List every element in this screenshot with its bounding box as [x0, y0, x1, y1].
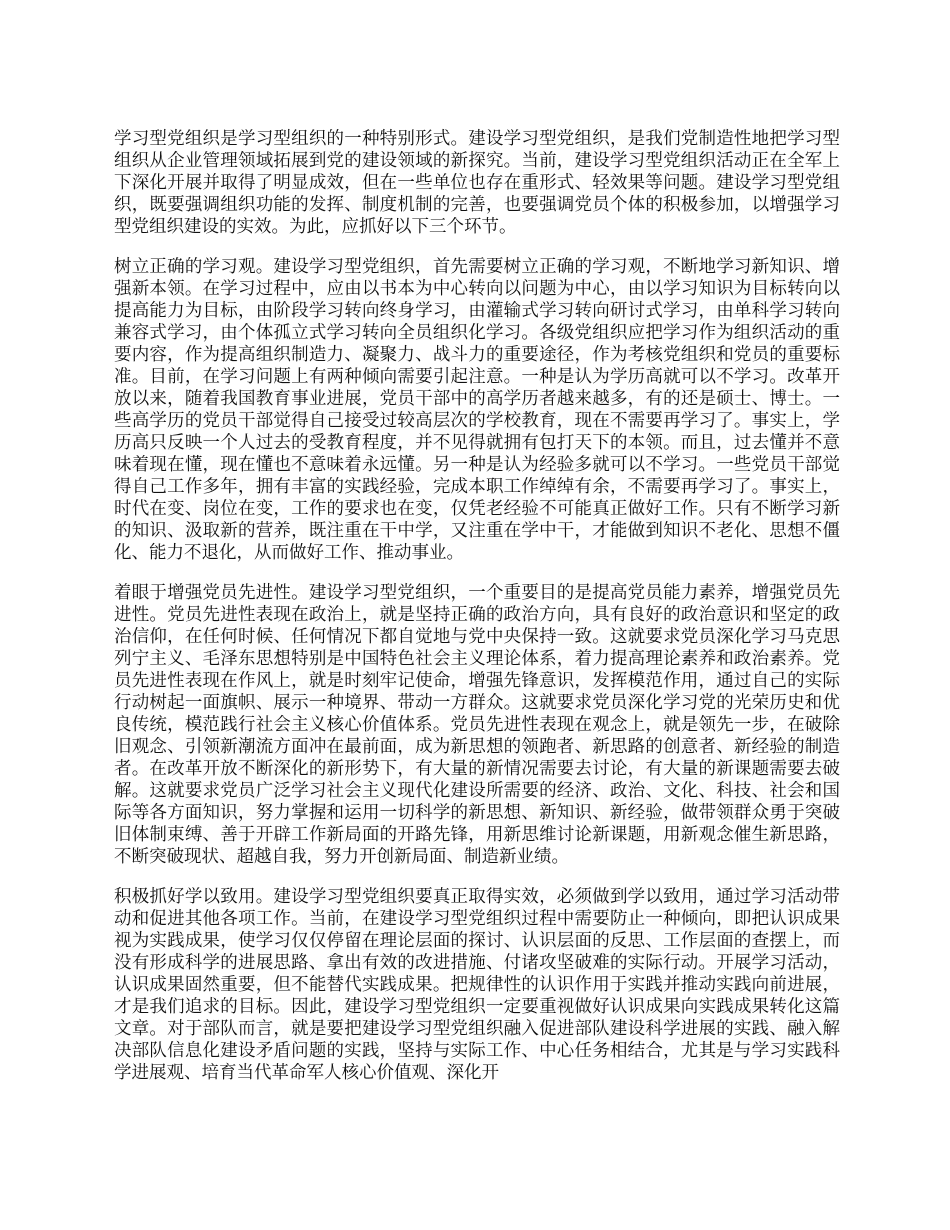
document-body: [114, 128, 840, 1102]
paragraph-intro: 学习型党组织是学习型组织的一种特别形式。建设学习型党组织，是我们党制造性地把学习型组织从企业管理领域拓展到党的建设领域的新探究。当前，建设学习型党组织活动正在全军上下深化开展并取得了明显成效，但在一些单位也存在重形式、轻效果等问题。建设学习型党组织，既要强调组织功能的发挥、制度机制的完善，也要强调党员个体的积极参加，以增强学习型党组织建设的实效。为此，应抓好以下三个环节。: [114, 129, 840, 237]
paragraph-party-advancement: 着眼于增强党员先进性。建设学习型党组织，一个重要目的是提高党员能力素养，增强党员先进性。党员先进性表现在政治上，就是坚持正确的政治方向，具有良好的政治意识和坚定的政治信仰，在任何时候、任何情况下都自觉地与党中央保持一致。这就要求党员深化学习马克思列宁主义、毛泽东思想特别是中国特色社会主义理论体系，着力提高理论素养和政治素养。党员先进性表现在作风上，就是时刻牢记使命，增强先锋意识，发挥模范作用，通过自己的实际行动树起一面旗帜、展示一种境界、带动一方群众。这就要求党员深化学习党的光荣历史和优良传统，模范践行社会主义核心价值体系。党员先进性表现在观念上，就是领先一步，在破除旧观念、引领新潮流方面冲在最前面，成为新思想的领跑者、新思路的创意者、新经验的制造者。在改革开放不断深化的新形势下，有大量的新情况需要去讨论，有大量的新课题需要去破解。这就要求党员广泛学习社会主义现代化建设所需要的经济、政治、文化、科技、社会和国际等各方面知识，努力掌握和运用一切科学的新思想、新知识、新经验，做带领群众勇于突破旧体制束缚、善于开辟工作新局面的开路先锋，用新思维讨论新课题，用新观念催生新思路，不断突破现状、超越自我，努力开创新局面、制造新业绩。: [114, 583, 840, 867]
paragraph-learning-view: 树立正确的学习观。建设学习型党组织，首先需要树立正确的学习观，不断地学习新知识、增强新本领。在学习过程中，应由以书本为中心转向以问题为中心，由以学习知识为目标转向以提高能力为目标，由阶段学习转向终身学习，由灌输式学习转向研讨式学习，由单科学习转向兼容式学习，由个体孤立式学习转向全员组织化学习。各级党组织应把学习作为组织活动的重要内容，作为提高组织制造力、凝聚力、战斗力的重要途径，作为考核党组织和党员的重要标准。目前，在学习问题上有两种倾向需要引起注意。一种是认为学历高就可以不学习。改革开放以来，随着我国教育事业进展，党员干部中的高学历者越来越多，有的还是硕士、博士。一些高学历的党员干部觉得自己接受过较高层次的学校教育，现在不需要再学习了。事实上，学历高只反映一个人过去的受教育程度，并不见得就拥有包打天下的本领。而且，过去懂并不意味着现在懂，现在懂也不意味着永远懂。另一种是认为经验多就可以不学习。一些党员干部觉得自己工作多年，拥有丰富的实践经验，完成本职工作绰绰有余，不需要再学习了。事实上，时代在变、岗位在变，工作的要求也在变，仅凭老经验不可能真正做好工作。只有不断学习新的知识、汲取新的营养，既注重在干中学，又注重在学中干，才能做到知识不老化、思想不僵化、能力不退化，从而做好工作、推动事业。: [114, 257, 840, 563]
paragraph-apply-learning: 积极抓好学以致用。建设学习型党组织要真正取得实效，必须做到学以致用，通过学习活动带动和促进其他各项工作。当前，在建设学习型党组织过程中需要防止一种倾向，即把认识成果视为实践成果，使学习仅仅停留在理论层面的探讨、认识层面的反思、工作层面的查摆上，而没有形成科学的进展思路、拿出有效的改进措施、付诸攻坚破难的实际行动。开展学习活动，认识成果固然重要，但不能替代实践成果。把规律性的认识作用于实践并推动实践向前进展，才是我们追求的目标。因此，建设学习型党组织一定要重视做好认识成果向实践成果转化这篇文章。对于部队而言，就是要把建设学习型党组织融入促进部队建设科学进展的实践、融入解决部队信息化建设矛盾问题的实践，坚持与实际工作、中心任务相结合，尤其是与学习实践科学进展观、培育当代革命军人核心价值观、深化开: [114, 887, 840, 1083]
